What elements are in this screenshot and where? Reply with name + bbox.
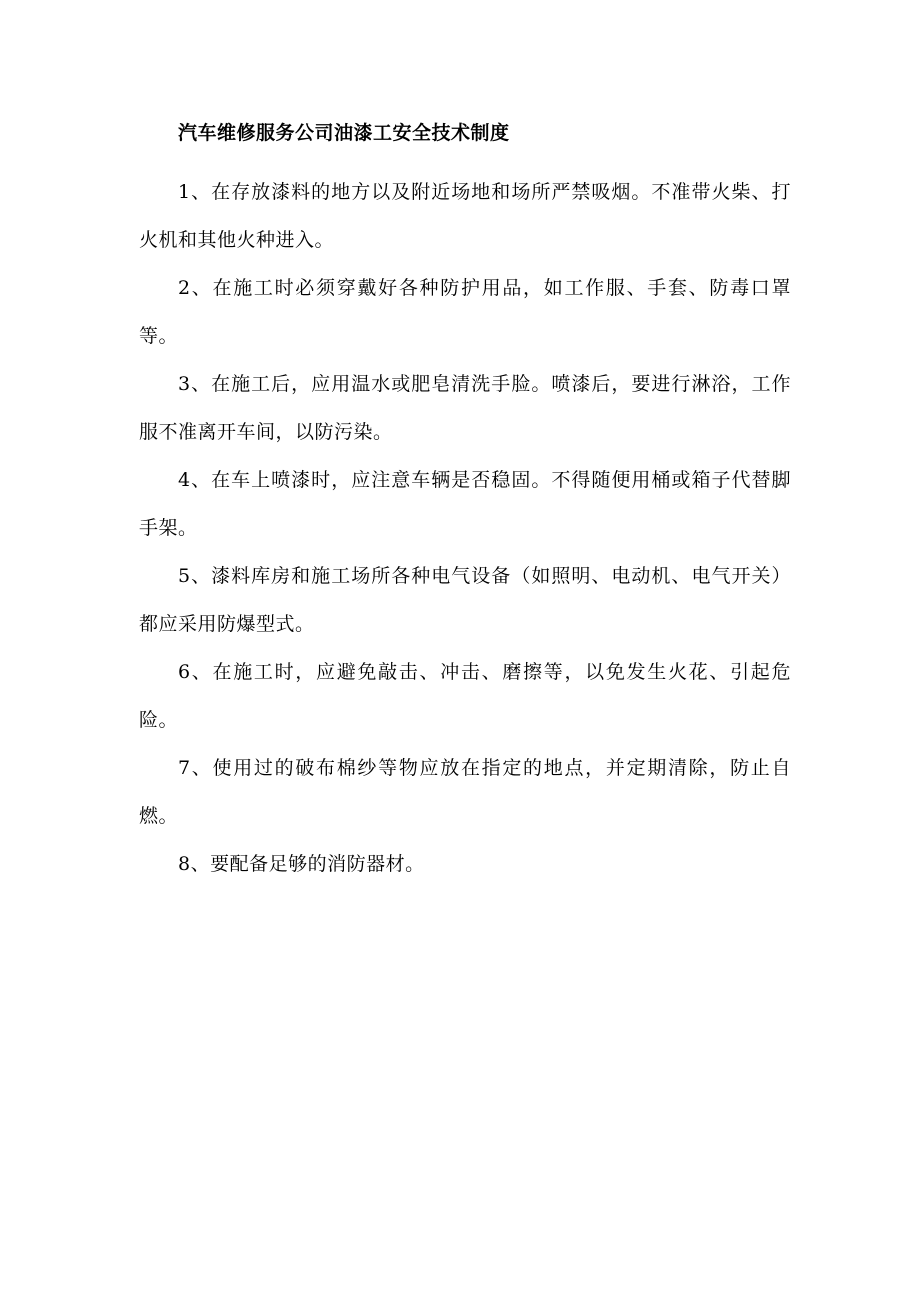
rule-item-4: 4、在车上喷漆时，应注意车辆是否稳固。不得随便用桶或箱子代替脚手架。 (139, 469, 791, 539)
rule-item-6: 6、在施工时，应避免敲击、冲击、磨擦等，以免发生火花、引起危险。 (139, 661, 791, 731)
rule-item-8: 8、要配备足够的消防器材。 (178, 853, 425, 875)
rule-item-5: 5、漆料库房和施工场所各种电气设备（如照明、电动机、电气开关）都应采用防爆型式。 (139, 565, 791, 635)
rule-item-2: 2、在施工时必须穿戴好各种防护用品，如工作服、手套、防毒口罩等。 (139, 277, 791, 347)
rules-list (139, 168, 791, 888)
rule-item-7: 7、使用过的破布棉纱等物应放在指定的地点，并定期清除，防止自燃。 (139, 757, 791, 827)
rule-item-1: 1、在存放漆料的地方以及附近场地和场所严禁吸烟。不准带火柴、打火机和其他火种进入。 (139, 181, 791, 251)
document-title: 汽车维修服务公司油漆工安全技术制度 (178, 122, 510, 144)
rule-item-3: 3、在施工后，应用温水或肥皂清洗手脸。喷漆后，要进行淋浴，工作服不准离开车间，以防污染。 (139, 373, 791, 443)
